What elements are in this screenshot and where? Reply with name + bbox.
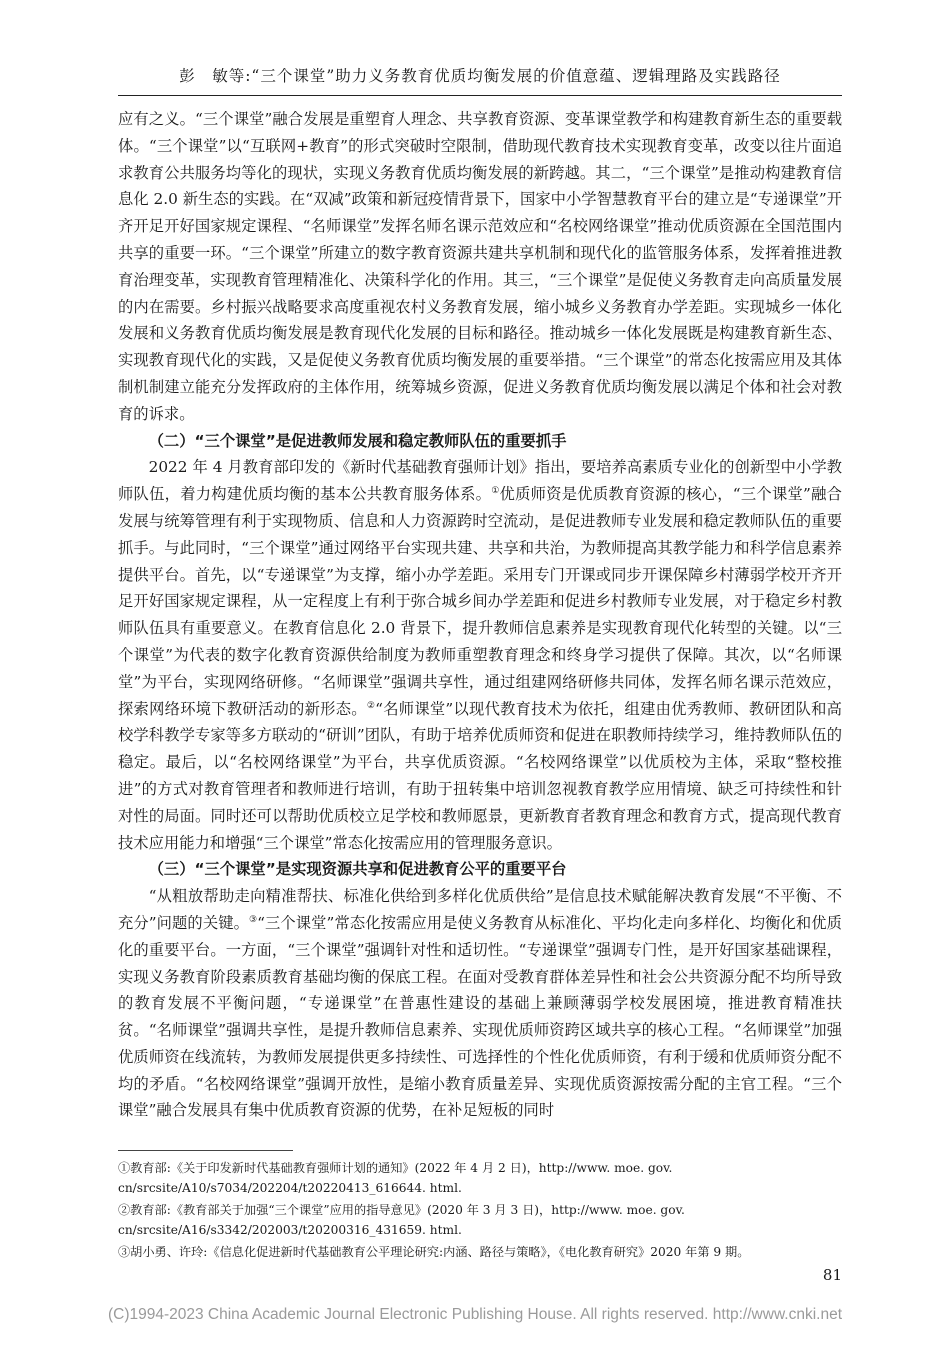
footnotes	[118, 1158, 842, 1264]
footnote-3: ③胡小勇、许玲:《信息化促进新时代基础教育公平理论研究:内涵、路径与策略》，《电化教育研究》2020 年第 9 期。	[118, 1245, 750, 1259]
section-heading-2: （二）“三个课堂”是促进教师发展和稳定教师队伍的重要抓手	[148, 431, 567, 450]
header-rule	[118, 95, 842, 96]
running-header: 彭 敏等:“三个课堂”助力义务教育优质均衡发展的价值意蕴、逻辑理路及实践路径	[179, 67, 781, 85]
paragraph-text: “名师课堂”以现代教育技术为依托，组建由优秀教师、教研团队和高校学科教学专家等多方联动的“研训”团队，有助于培养优质师资和促进在职教师持续学习，维持教师队伍的稳定。最后，以“名校网络课堂”为平台，共享优质资源。“名校网络课堂”以优质校为主体，采取“整校推进”的方式对教育管理者和教师进行培训，有助于扭转集中培训忽视教育教学应用情境、缺乏可持续性和针对性的局面。同时还可以帮助优质校立足学校和教师愿景，更新教育者教育理念和教育方式，提高现代教育技术应用能力和增强“三个课堂”常态化按需应用的管理服务意识。	[118, 699, 842, 852]
footnote-ref-1[interactable]: ①	[491, 486, 500, 497]
paragraph-text: “从粗放帮助走向精准帮扶、标准化供给到多样化优质供给”是信息技术赋能解决教育发展“不平衡、不充分”问题的关键。	[118, 887, 842, 932]
body-text	[118, 106, 842, 1124]
paragraph-text: 优质师资是优质教育资源的核心，“三个课堂”融合发展与统筹管理有利于实现物质、信息和人力资源跨时空流动，是促进教师专业发展和稳定教师队伍的重要抓手。与此同时，“三个课堂”通过网络平台实现共建、共享和共治，为教师提高其教学能力和科学信息素养提供平台。首先，以“专递课堂”为支撑，缩小办学差距。采用专门开课或同步开课保障乡村薄弱学校开齐开足开好国家规定课程，从一定程度上有利于弥合城乡间办学差距和促进乡村教师专业发展，对于稳定乡村教师队伍具有重要意义。在教育信息化 2.0 背景下，提升教师信息素养是实现教育现代化转型的关键。以“三个课堂”为代表的数字化教育资源供给制度为教师重塑教育理念和终身学习提供了保障。其次，以“名师课堂”为平台，实现网络研修。“名师课堂”强调共享性，通过组建网络研修共同体，发挥名师名课示范效应，探索网络环境下教研活动的新形态。	[118, 485, 842, 718]
page-number: 81	[822, 1266, 842, 1284]
footnote-ref-2[interactable]: ②	[366, 700, 376, 711]
copyright-watermark: (C)1994-2023 China Academic Journal Electronic Publishing House. All rights reserved. http://www.cnki.net	[107, 1306, 843, 1323]
section-heading-3: （三）“三个课堂”是实现资源共享和促进教育公平的重要平台	[148, 860, 567, 879]
paragraph-continued: 应有之义。“三个课堂”融合发展是重塑育人理念、共享教育资源、变革课堂教学和构建教育新生态的重要载体。“三个课堂”以“互联网+教育”的形式突破时空限制，借助现代教育技术实现教育变革，改变以往片面追求教育公共服务均等化的现状，实现义务教育优质均衡发展的新跨越。其二，“三个课堂”是推动构建教育信息化 2.0 新生态的实践。在“双减”政策和新冠疫情背景下，国家中小学智慧教育平台的建立是“专递课堂”开齐开足开好国家规定课程、“名师课堂”发挥名师名课示范效应和“名校网络课堂”推动优质资源在全国范围内共享的重要一环。“三个课堂”所建立的数字教育资源共建共享机制和现代化的监管服务体系，发挥着推进教育治理变革，实现教育管理精准化、决策科学化的作用。其三，“三个课堂”是促使义务教育走向高质量发展的内在需要。乡村振兴战略要求高度重视农村义务教育发展，缩小城乡义务教育办学差距。实现城乡一体化发展和义务教育优质均衡发展是教育现代化发展的目标和路径。推动城乡一体化发展既是构建教育新生态、实现教育现代化的实践，又是促使义务教育优质均衡发展的重要举措。“三个课堂”的常态化按需应用及其体制机制建立能充分发挥政府的主体作用，统筹城乡资源，促进义务教育优质均衡发展以满足个体和社会对教育的诉求。	[118, 110, 842, 423]
footnote-1: ①教育部:《关于印发新时代基础教育强师计划的通知》(2022 年 4 月 2 日)，http://www. moe. gov. cn/srcsite/A10/s7034/202204/t20220413_616644. html.	[118, 1161, 673, 1195]
paragraph-text: “三个课堂”常态化按需应用是使义务教育从标准化、平均化走向多样化、均衡化和优质化的重要平台。一方面，“三个课堂”强调针对性和适切性。“专递课堂”强调专门性，是开好国家基础课程，实现义务教育阶段素质教育基础均衡的保底工程。在面对受教育群体差异性和社会公共资源分配不均所导致的教育发展不平衡问题，“专递课堂”在普惠性建设的基础上兼顾薄弱学校发展困境，推进教育精准扶贫。“名师课堂”强调共享性，是提升教师信息素养、实现优质师资跨区域共享的核心工程。“名师课堂”加强优质师资在线流转，为教师发展提供更多持续性、可选择性的个性化优质师资，有利于缓和优质师资分配不均的矛盾。“名校网络课堂”强调开放性，是缩小教育质量差异、实现优质资源按需分配的主官工程。“三个课堂”融合发展具有集中优质教育资源的优势，在补足短板的同时	[118, 913, 842, 1120]
paragraph-text: 2022 年 4 月教育部印发的《新时代基础教育强师计划》指出，要培养高素质专业化的创新型中小学教师队伍，着力构建优质均衡的基本公共教育服务体系。	[118, 458, 842, 504]
footnote-rule	[118, 1150, 293, 1151]
paragraph-teacher-development	[118, 454, 842, 856]
footnote-ref-3[interactable]: ③	[248, 914, 258, 925]
paragraph-resource-sharing	[118, 883, 842, 1124]
footnote-2: ②教育部:《教育部关于加强“三个课堂”应用的指导意见》(2020 年 3 月 3 日)，http://www. moe. gov. cn/srcsite/A16/s3342/202003/t20200316_431659. html.	[118, 1203, 685, 1237]
